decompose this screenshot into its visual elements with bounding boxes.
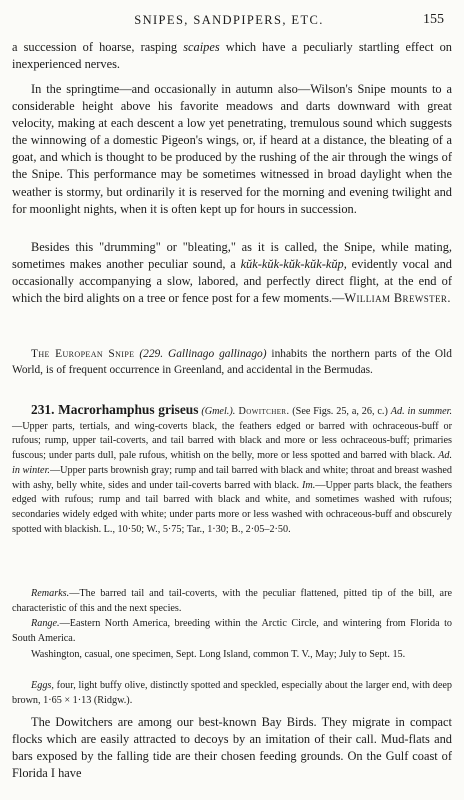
washington-record: Washington, casual, one specimen, Sept. Long Island, common T. V., May; July to Sept. 15. xyxy=(31,649,406,660)
page-number: 155 xyxy=(423,12,444,27)
paragraph-dowitchers: The Dowitchers are among our best-known Bay Birds. They migrate in compact flocks which are easily attracted to decoys by an imitation of their call. Mud-flats and bars exposed by the falling tide are their chosen feeding grounds. On the Gulf coast of Florida I have xyxy=(12,715,452,781)
eggs: Eggs, four, light buffy olive, distinctly spotted and speckled, especially about the larger end, with deep brown, 1·65 × 1·13 (Ridgw.). xyxy=(12,680,452,706)
author-signature: William Brewster. xyxy=(344,291,451,306)
running-title: SNIPES, SANDPIPERS, ETC. xyxy=(134,12,324,27)
paragraph-bleating: Besides this "drumming" or "bleating," as it is called, the Snipe, while mating, sometimes makes another peculiar sound, a kŭk-kŭk-kŭk-kŭk-kŭp, evidently vocal and occasionally accompanying a slow, labored, and perfectly direct flight, at the end of which the bird alights on a tree or fence post for a few moments.—William Brewster. xyxy=(12,240,452,306)
range: Range.—Eastern North America, breeding within the Arctic Circle, and wintering from Florida to South America. xyxy=(12,618,452,644)
remarks: Remarks.—The barred tail and tail-coverts, with the peculiar flattened, pitted tip of the bill, are characteristic of this and the next species. xyxy=(12,588,452,614)
page-header xyxy=(14,10,444,30)
common-name: Dowitcher. xyxy=(235,406,290,417)
paragraph-continuation: a succession of hoarse, rasping scaipes which have a peculiarly startling effect on inexperienced nerves. xyxy=(12,40,452,72)
paragraph-drumming: In the springtime—and occasionally in autumn also—Wilson's Snipe mounts to a considerable height above his favorite meadows and darts downward with great velocity, making at each descent a low yet penetrating, tremulous sound which suggests the winnowing of a domestic Pigeon's wings, or, if heard at a distance, the bleating of a goat, and which is thought to be produced by the rushing of the air through the wings of the Snipe. This performance may be sometimes witnessed in broad daylight when the weather is stormy, but ordinarily it is reserved for the morning and evening twilight and for moonlight nights, when it is often kept up for hours in succession. xyxy=(12,82,452,216)
species-entry: 231. Macrorhamphus griseus (Gmel.). Dowitcher. (See Figs. 25, a, 26, c.) Ad. in summer.—Upper parts, tertials, and wing-coverts black, the feathers edged or barred with ochraceous-buff or rufous; rump, upper tail-coverts, and tail barred with black and more or less ochraceous-buff; primaries fuscous; under parts dull, pale rufous, whitish on the belly, more or less spotted and barred with black. Ad. in winter.—Upper parts brownish gray; rump and tail barred with black and white; throat and breast washed with ashy, belly white, sides and under tail-coverts barred with black. Im.—Upper parts black, the feathers edged with rufous; rump and tail barred with black and white, and sometimes washed with rufous; secondaries widely edged with white; under parts more or less washed with ochraceous-buff and obscurely spotted with blackish. L., 10·50; W., 5·75; Tar., 1·30; B., 2·05–2·50. xyxy=(12,402,452,535)
european-snipe-note: The European Snipe (229. Gallinago gallinago) inhabits the northern parts of the Old World, is of frequent occurrence in Greenland, and accidental in the Bermudas. xyxy=(12,348,452,376)
species-heading: 231. Macrorhamphus griseus xyxy=(31,402,199,417)
